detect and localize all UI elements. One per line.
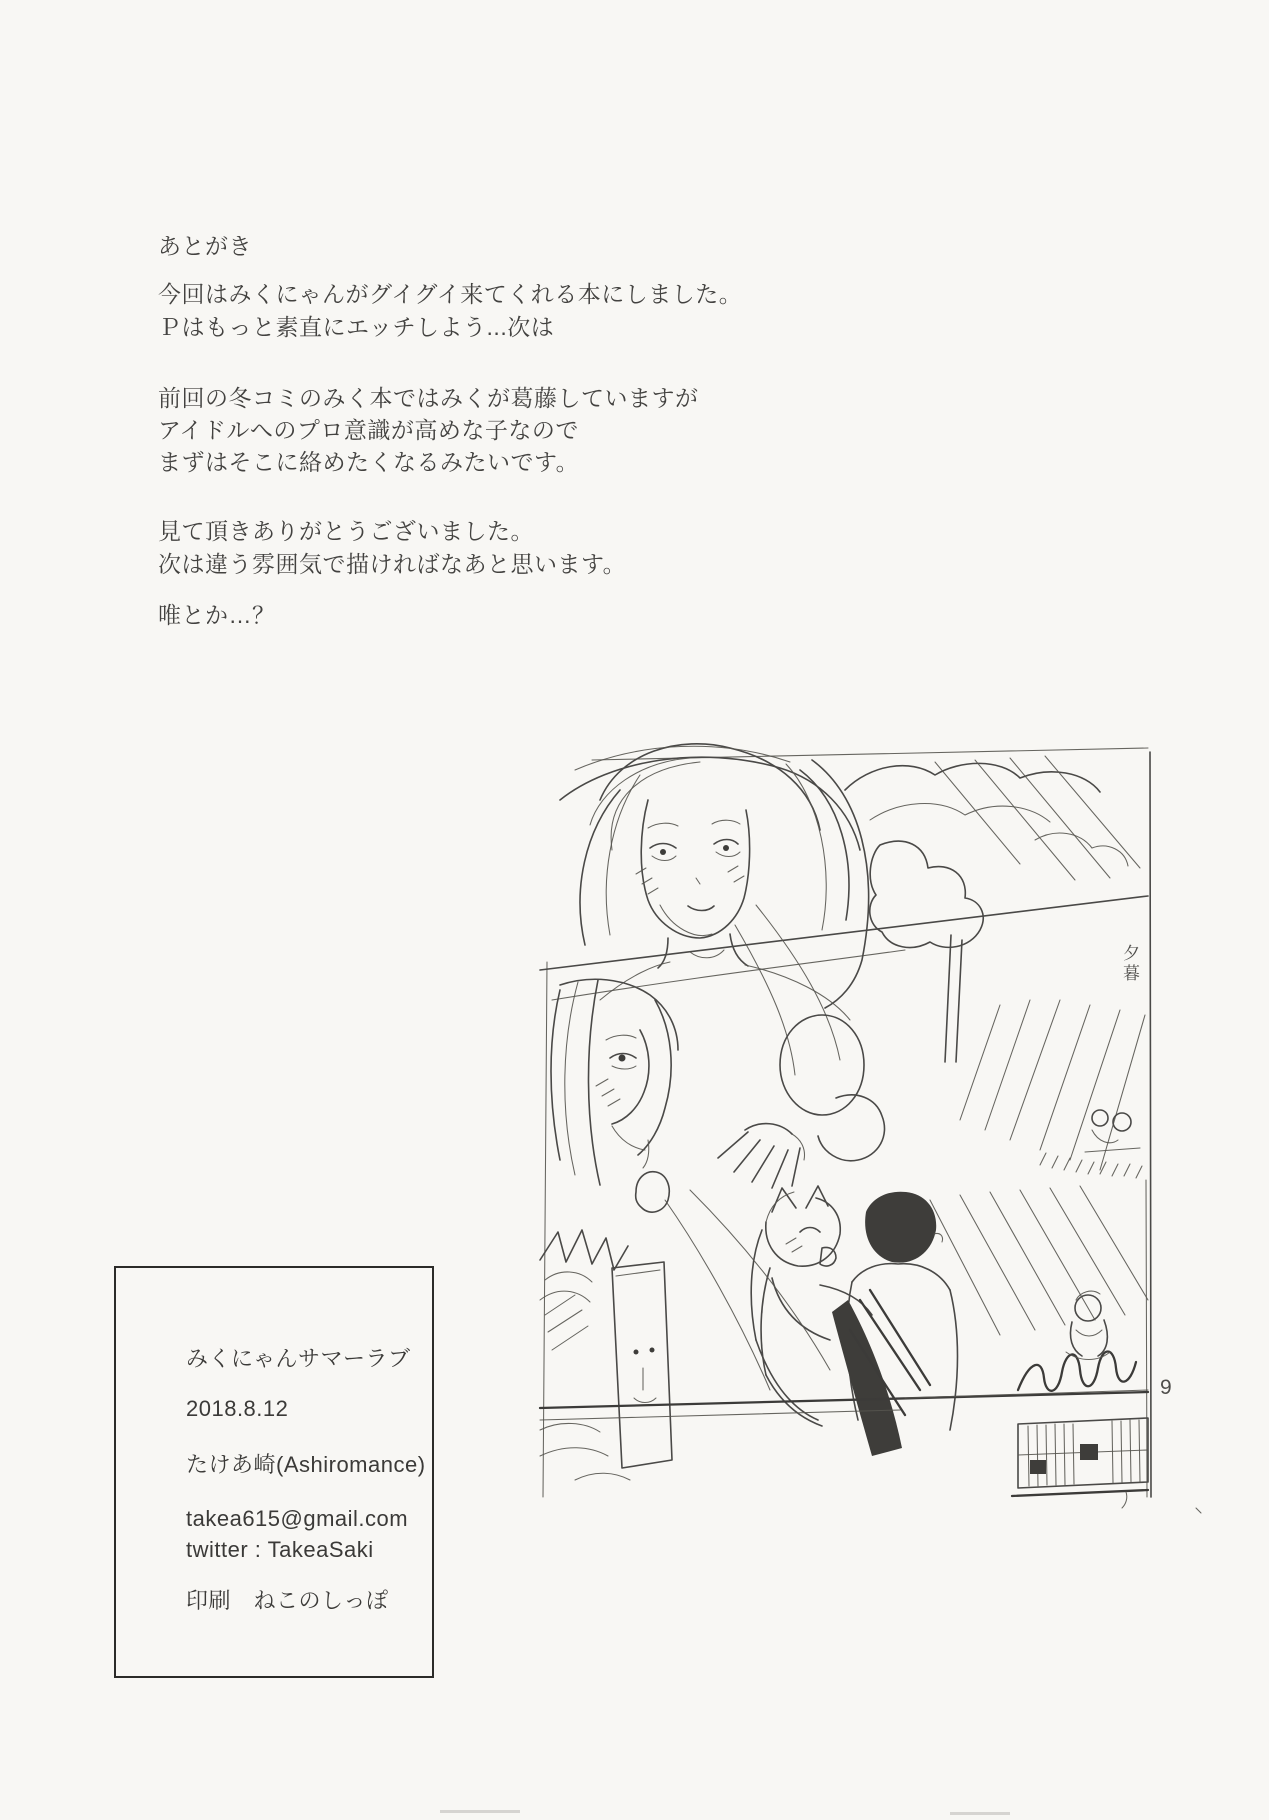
afterword-heading: あとがき (158, 233, 252, 259)
colophon-email: takea615@gmail.com (186, 1506, 409, 1531)
afterword-line: アイドルへのプロ意識が高めな子なので (158, 417, 579, 443)
afterword-line: 唯とか…？ (158, 602, 276, 628)
middle-face-sketch (551, 979, 678, 1212)
colophon-printer: 印刷 ねこのしっぽ (186, 1588, 389, 1613)
girl-face-sketch (560, 744, 869, 1075)
afterword-line: 今回はみくにゃんがグイグイ来てくれる本にしました。 (158, 281, 743, 307)
afterword-line: 見て頂きありがとうございました。 (158, 518, 534, 544)
page-number: 9 (1160, 1376, 1172, 1399)
bottom-panel-sketch (540, 1186, 1201, 1513)
thought-bubbles-sketch (718, 1015, 885, 1188)
colophon-date: 2018.8.12 (186, 1396, 289, 1421)
colophon-twitter: twitter : TakeaSaki (186, 1537, 374, 1562)
afterword-line: 次は違う雰囲気で描ければなあと思います。 (158, 551, 627, 577)
afterword-line: Ｐはもっと素直にエッチしよう...次は (158, 314, 555, 340)
colophon-title: みくにゃんサマーラブ (186, 1346, 411, 1371)
rain-and-mini-scene-sketch (960, 1000, 1145, 1178)
clouds-sketch (845, 756, 1140, 1062)
scan-artifact (440, 1810, 520, 1813)
afterword-line: まずはそこに絡めたくなるみたいです。 (158, 449, 580, 475)
afterword-line: 前回の冬コミのみく本ではみくが葛藤していますが (158, 385, 699, 411)
sketch-annotation-text: 夕暮 (1120, 944, 1139, 984)
scan-artifact (950, 1812, 1010, 1815)
colophon-author: たけあ崎(Ashiromance) (186, 1452, 426, 1477)
sketch-illustration (530, 735, 1230, 1525)
